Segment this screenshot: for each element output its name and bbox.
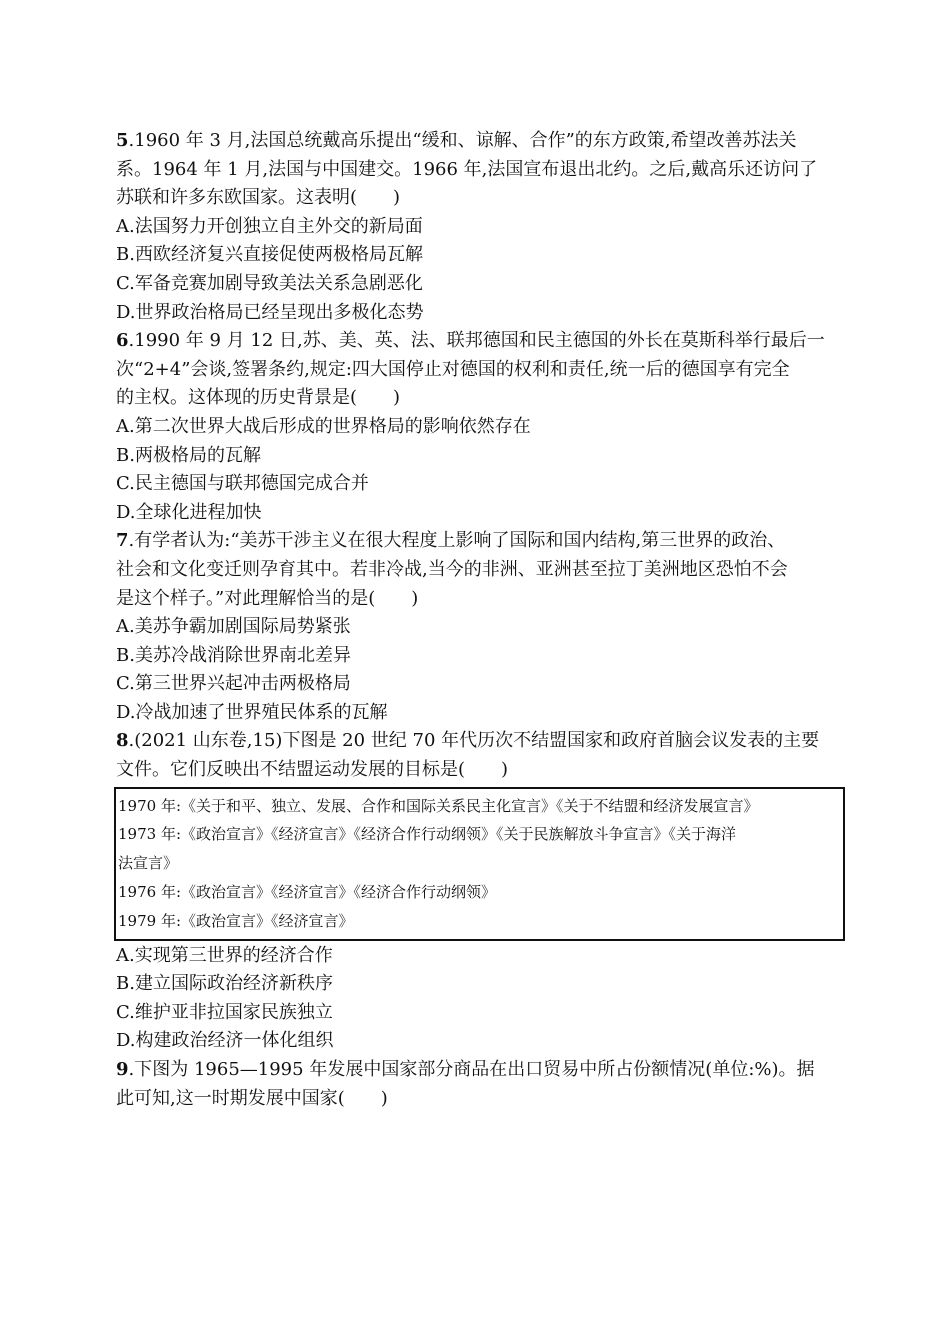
option-b: B.美苏冷战消除世界南北差异 <box>116 644 351 666</box>
option-d: D.冷战加速了世界殖民体系的瓦解 <box>116 701 388 723</box>
box-line-1979: 1979 年:《政治宣言》《经济宣言》 <box>118 911 354 930</box>
question-stem-line: 6.1990 年 9 月 12 日,苏、美、英、法、联邦德国和民主德国的外长在莫斯科举行最后一 <box>116 330 825 352</box>
option-d: D.构建政治经济一体化组织 <box>116 1030 334 1052</box>
exam-page <box>116 127 840 1113</box>
option-b: B.两极格局的瓦解 <box>116 444 261 466</box>
question-stem-line: 次“2+4”会谈,签署条约,规定:四大国停止对德国的权利和责任,统一后的德国享有完全 <box>116 358 790 380</box>
option-c: C.民主德国与联邦德国完成合并 <box>116 473 369 495</box>
question-5 <box>116 127 840 327</box>
question-stem-line: 的主权。这体现的历史背景是( ) <box>116 387 401 409</box>
option-c: C.军备竞赛加剧导致美法关系急剧恶化 <box>116 272 423 294</box>
box-line-1976: 1976 年:《政治宣言》《经济宣言》《经济合作行动纲领》 <box>118 883 496 902</box>
question-number: 8 <box>116 730 129 752</box>
question-stem-line: 8.(2021 山东卷,15)下图是 20 世纪 70 年代历次不结盟国家和政府首脑会议发表的主要 <box>116 730 820 752</box>
question-9 <box>116 1056 840 1113</box>
question-8 <box>116 727 840 1056</box>
option-b: B.西欧经济复兴直接促使两极格局瓦解 <box>116 244 423 266</box>
option-a: A.美苏争霸加剧国际局势紧张 <box>116 616 351 638</box>
question-stem-line: 7.有学者认为:“美苏干涉主义在很大程度上影响了国际和国内结构,第三世界的政治、 <box>116 530 786 552</box>
option-d: D.世界政治格局已经呈现出多极化态势 <box>116 301 424 323</box>
option-c: C.维护亚非拉国家民族独立 <box>116 1001 333 1023</box>
question-number: 6 <box>116 330 129 352</box>
question-stem-line: 5.1960 年 3 月,法国总统戴高乐提出“缓和、谅解、合作”的东方政策,希望改善苏法关 <box>116 130 797 151</box>
box-line-1973-cont: 法宣言》 <box>118 854 179 873</box>
question-7 <box>116 527 840 727</box>
option-a: A.法国努力开创独立自主外交的新局面 <box>116 215 423 237</box>
option-b: B.建立国际政治经济新秩序 <box>116 973 333 995</box>
option-a: A.实现第三世界的经济合作 <box>116 944 333 966</box>
question-stem-line: 苏联和许多东欧国家。这表明( ) <box>116 187 401 209</box>
question-stem-line: 是这个样子。”对此理解恰当的是( ) <box>116 587 419 609</box>
option-d: D.全球化进程加快 <box>116 501 262 523</box>
question-stem-line: 系。1964 年 1 月,法国与中国建交。1966 年,法国宣布退出北约。之后,戴高乐还访问了 <box>116 158 818 180</box>
question-stem-line: 9.下图为 1965—1995 年发展中国家部分商品在出口贸易中所占份额情况(单位:%)。据 <box>116 1059 815 1081</box>
question-number: 9 <box>116 1059 129 1081</box>
question-stem-line: 文件。它们反映出不结盟运动发展的目标是( ) <box>116 759 509 781</box>
question-stem-line: 社会和文化变迁则孕育其中。若非冷战,当今的非洲、亚洲甚至拉丁美洲地区恐怕不会 <box>116 558 788 580</box>
box-line-1973: 1973 年:《政治宣言》《经济宣言》《经济合作行动纲领》《关于民族解放斗争宣言》《关于海洋 <box>118 825 736 844</box>
question-stem-line: 此可知,这一时期发展中国家( ) <box>116 1087 388 1109</box>
question-number: 7 <box>116 530 129 552</box>
option-c: C.第三世界兴起冲击两极格局 <box>116 673 351 695</box>
option-a: A.第二次世界大战后形成的世界格局的影响依然存在 <box>116 415 531 437</box>
box-line-1970: 1970 年:《关于和平、独立、发展、合作和国际关系民主化宣言》《关于不结盟和经济发展宣言》 <box>118 796 759 815</box>
question-6 <box>116 327 840 527</box>
question-number: 5 <box>116 130 129 151</box>
document-list-box <box>114 787 845 941</box>
